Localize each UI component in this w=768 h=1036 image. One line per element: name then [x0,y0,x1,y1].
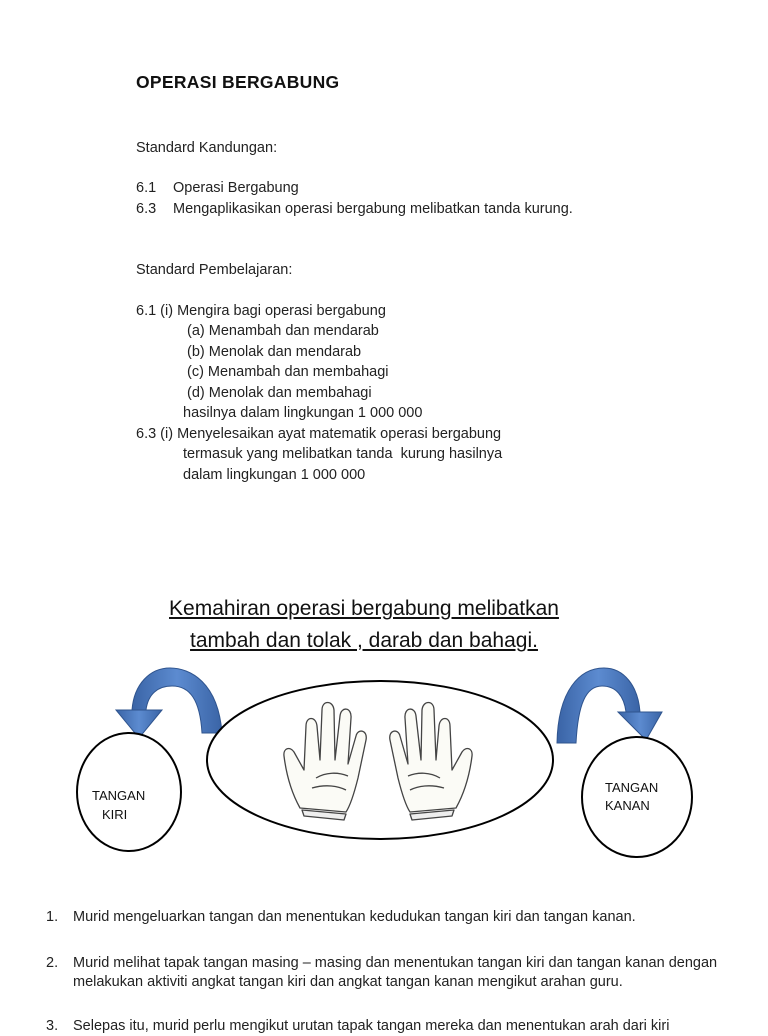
kandungan-item-num: 6.1 [136,180,157,196]
pembelajaran-line: hasilnya dalam lingkungan 1 000 000 [183,405,423,421]
pembelajaran-line: 6.1 (i) Mengira bagi operasi bergabung [136,303,386,319]
step-text: Murid melihat tapak tangan masing – masing dan menentukan tangan kiri dan tangan kanan dengan melakukan aktiviti angkat tangan kiri dan angkat tangan kanan mengikut arahan guru. [73,955,718,990]
left-circle-label-line-2: KIRI [102,807,128,822]
standard-pembelajaran-label: Standard Pembelajaran: [136,262,293,278]
right-circle-label-line-2: KANAN [605,798,650,813]
right-curved-arrow-icon [557,668,662,743]
hands-diagram [0,660,768,870]
hands-ellipse [207,681,553,839]
left-curved-arrow-icon [116,668,222,738]
step-text: Murid mengeluarkan tangan dan menentukan kedudukan tangan kiri dan tangan kanan. [73,909,636,925]
standard-kandungan-label: Standard Kandungan: [136,140,278,156]
pembelajaran-line: (a) Menambah dan mendarab [187,323,379,339]
kandungan-item-text: Operasi Bergabung [173,180,299,196]
step-text: Selepas itu, murid perlu mengikut urutan tapak tangan mereka dan menentukan arah dari kiri [73,1018,670,1034]
step-number: 1. [46,909,59,925]
kandungan-item-num: 6.3 [136,201,157,217]
pembelajaran-line: (d) Menolak dan membahagi [187,385,372,401]
step-number: 2. [46,955,59,971]
right-circle-label-line-1: TANGAN [605,780,659,795]
left-circle-label-line-1: TANGAN [92,788,146,803]
step-number: 3. [46,1018,59,1034]
skill-heading-line-1: Kemahiran operasi bergabung melibatkan [169,597,559,620]
pembelajaran-line: (b) Menolak dan mendarab [187,344,362,360]
kandungan-item-text: Mengaplikasikan operasi bergabung melibatkan tanda kurung. [173,201,573,217]
pembelajaran-line: dalam lingkungan 1 000 000 [183,467,366,483]
skill-heading-line-2: tambah dan tolak , darab dan bahagi. [190,629,538,652]
pembelajaran-line: termasuk yang melibatkan tanda kurung hasilnya [183,446,503,462]
page-title: OPERASI BERGABUNG [136,72,340,92]
pembelajaran-line: 6.3 (i) Menyelesaikan ayat matematik operasi bergabung [136,426,502,442]
pembelajaran-line: (c) Menambah dan membahagi [187,364,389,380]
